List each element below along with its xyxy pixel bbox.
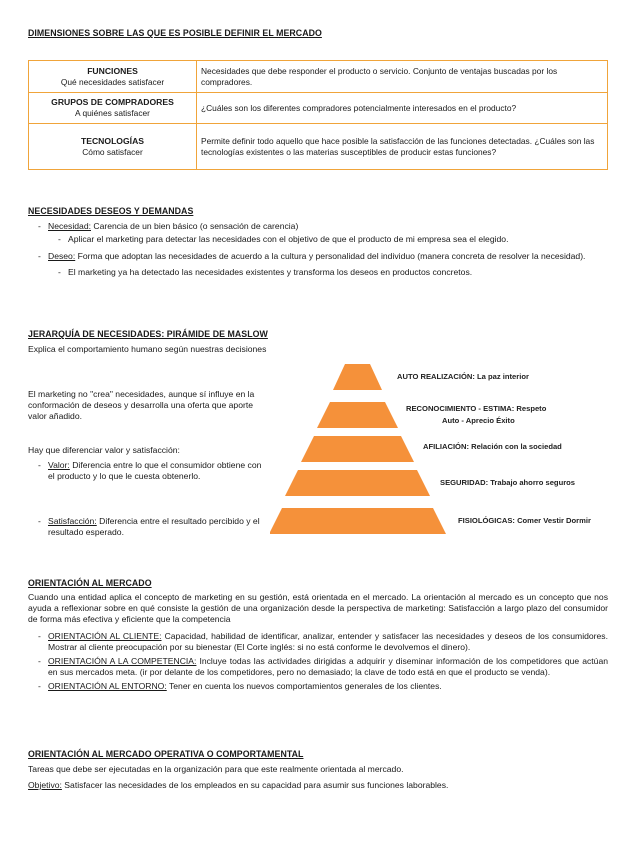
row-desc: Permite definir todo aquello que hace posible la satisfacción de las funciones detectadas. ¿Cuáles son las tecnologías existentes o las materias susceptibles de producir estas funciones?: [197, 124, 608, 170]
term-label: ORIENTACIÓN AL CLIENTE:: [48, 631, 162, 641]
pyramid-label: AFILIACIÓN: Relación con la sociedad: [423, 442, 562, 451]
pyramid-level-physiological: [270, 508, 446, 534]
row-name: TECNOLOGÍAS: [80, 135, 145, 146]
pyramid-label: SEGURIDAD: Trabajo ahorro seguros: [440, 478, 576, 487]
pyramid-label: AUTO REALIZACIÓN: La paz interior: [397, 372, 529, 381]
term-text: Capacidad, habilidad de identificar, analizar, entender y satisfacer las necesidades y deseos de los consumidores. Mostrar al cliente preocupación por su bienestar (El Corte inglés: si no está conforme le devolvemos el dinero).: [48, 631, 608, 652]
pyramid-label: FISIOLÓGICAS: Comer Vestir Dormir: [458, 516, 591, 525]
maslow-pyramid: [270, 350, 610, 550]
term-label: Objetivo:: [28, 780, 62, 790]
pyramid-label: Auto - Aprecio Éxito: [442, 416, 515, 425]
table-cell-label: [29, 93, 197, 124]
section-title-operativa: ORIENTACIÓN AL MERCADO OPERATIVA O COMPORTAMENTAL: [28, 749, 304, 759]
maslow-paragraph: Hay que diferenciar valor y satisfacción:: [28, 445, 180, 455]
dimensions-table: [28, 60, 608, 170]
term-text: Satisfacer las necesidades de los empleados en su capacidad para asumir sus funciones laborables.: [61, 780, 449, 790]
term-label: Necesidad:: [48, 221, 91, 231]
pyramid-label: RECONOCIMIENTO - ESTIMA: Respeto: [406, 404, 547, 413]
section-title-maslow: JERARQUÍA DE NECESIDADES: PIRÁMIDE DE MASLOW: [28, 329, 268, 339]
table-cell-label: [29, 61, 197, 93]
section-title-necesidades: NECESIDADES DESEOS Y DEMANDAS: [28, 206, 194, 216]
row-sub: Qué necesidades satisfacer: [60, 76, 165, 87]
term-text: Diferencia entre el resultado percibido y el resultado esperado.: [48, 516, 260, 537]
list-item: [28, 251, 608, 262]
maslow-paragraph: El marketing no "crea" necesidades, aunque sí influye en la conformación de deseos y desarrolla una oferta que aporte valor añadido.: [28, 389, 255, 421]
term-label: ORIENTACIÓN A LA COMPETENCIA:: [48, 656, 197, 666]
table-row: [29, 93, 608, 124]
term-label: ORIENTACIÓN AL ENTORNO:: [48, 681, 167, 691]
pyramid-level-affiliation: [301, 436, 414, 462]
row-sub: Cómo satisfacer: [82, 146, 143, 157]
row-desc: Necesidades que debe responder el producto o servicio. Conjunto de ventajas buscadas por los compradores.: [197, 61, 608, 93]
section-title-orientacion: ORIENTACIÓN AL MERCADO: [28, 578, 152, 588]
list-item: [28, 516, 270, 538]
list-item: - Aplicar el marketing para detectar las necesidades con el objetivo de que el producto de mi empresa sea el elegido.: [28, 234, 608, 245]
pyramid-level-esteem: [317, 402, 398, 428]
maslow-intro: Explica el comportamiento humano según nuestras decisiones: [28, 344, 267, 354]
list-item: [28, 460, 270, 482]
row-name: FUNCIONES: [87, 65, 138, 76]
term-label: Valor:: [48, 460, 70, 470]
term-text: Forma que adoptan las necesidades de acuerdo a la cultura y personalidad del individuo (manera concreta de resolver la necesidad).: [75, 251, 586, 261]
term-text: Carencia de un bien básico (o sensación de carencia): [91, 221, 299, 231]
table-row: [29, 61, 608, 93]
row-name: GRUPOS DE COMPRADORES: [51, 97, 174, 108]
orientacion-intro: Cuando una entidad aplica el concepto de marketing en su gestión, está orientada en el mercado. La orientación al mercado es un concepto que nos ayuda a reflexionar sobre en qué consiste la gestión de una organización desde la perspectiva de marketing: Satisfacción a largo plazo del consumidor de forma más efectiva y eficiente que la competencia: [28, 592, 608, 624]
term-text: Tener en cuenta los nuevos comportamientos generales de los clientes.: [166, 681, 442, 691]
maslow-satisfaccion: [28, 516, 270, 540]
maslow-valor: [28, 460, 270, 484]
list-item: [28, 221, 608, 232]
table-cell-label: [29, 124, 197, 170]
term-label: Deseo:: [48, 251, 76, 261]
operativa-objetivo: [28, 780, 608, 791]
operativa-paragraph: Tareas que debe ser ejecutadas en la organización para que este realmente orientada al mercado.: [28, 764, 404, 774]
pyramid-level-security: [285, 470, 430, 496]
term-label: Satisfacción:: [48, 516, 97, 526]
term-text: Diferencia entre lo que el consumidor obtiene con el producto y lo que le cuesta obtenerlo.: [48, 460, 262, 481]
pyramid-level-self-realization: [333, 364, 382, 390]
section-title-dimensions: DIMENSIONES SOBRE LAS QUE ES POSIBLE DEFINIR EL MERCADO: [28, 28, 322, 38]
necesidades-list: [28, 221, 608, 280]
table-row: [29, 124, 608, 170]
list-item: - El marketing ya ha detectado las necesidades existentes y transforma los deseos en productos concretos.: [28, 267, 608, 278]
row-desc: ¿Cuáles son los diferentes compradores potencialmente interesados en el producto?: [197, 93, 608, 124]
term-text: Incluye todas las actividades dirigidas a adquirir y diseminar información de los competidores que actúan en sus mercados meta. (ir por delante de los competidores, pero no demasiado; la clave de todo está en que el producto se venda).: [48, 656, 608, 677]
row-sub: A quiénes satisfacer: [75, 108, 150, 119]
orientacion-list: [28, 631, 608, 694]
list-item: [28, 631, 608, 653]
list-item: [28, 656, 608, 678]
list-item: [28, 681, 608, 692]
